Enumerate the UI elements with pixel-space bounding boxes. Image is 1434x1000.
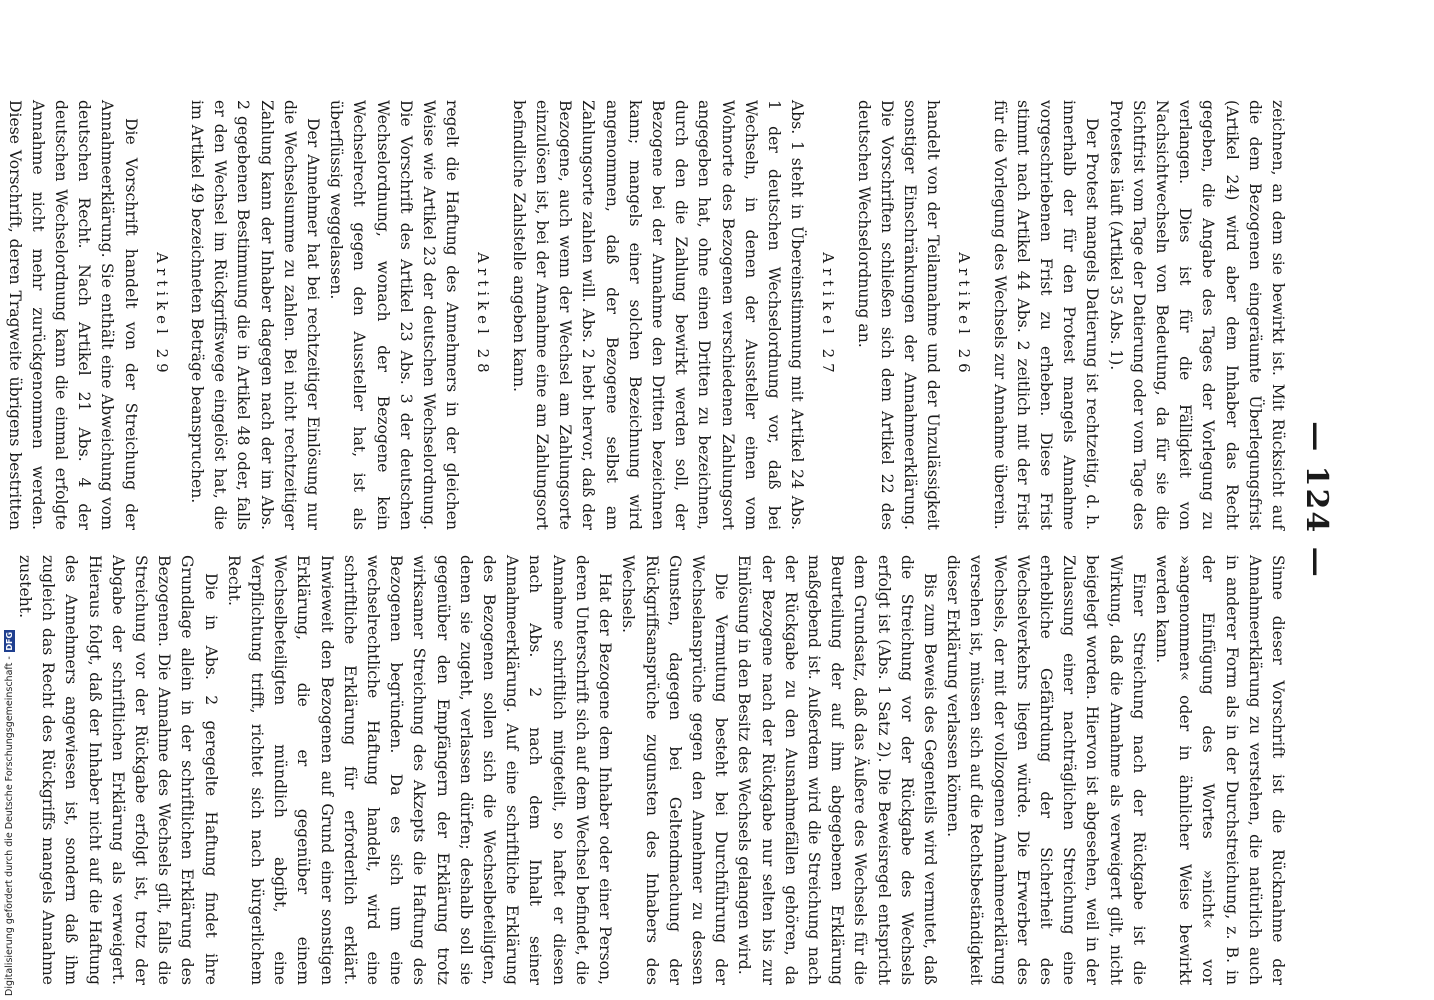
article-heading: Artikel 27	[819, 252, 838, 378]
article-heading: Artikel 26	[955, 252, 974, 378]
paragraph: Bis zum Beweis des Gegenteils wird vermutet, daß die Streichung vor der Rückgabe des Wechsels erfolgt ist (Abs. 1 Satz 2). Die Beweisregel entspricht dem Grundsatz, daß das Äußere des Wechsels für die Beurteilung der auf ihm abgegebenen Erklärung maßgebend ist. Außerdem wird die Streichung nach der Rückgabe zu den Ausnahmefällen gehören, da der Bezogene nach der Rückgabe nur selten bis zur Einlösung in den Besitz des Wechsels gelangen wird.	[735, 555, 939, 985]
paragraph: Hat der Bezogene dem Inhaber oder einer Person, deren Unterschrift sich auf dem Wechsel befindet, die Annahme schriftlich mitgeteilt, so haftet er diesen nach Abs. 2 nach dem Inhalt seiner Annahmeerklärung. Auf eine schriftliche Erklärung des Bezogenen sollen sich die Wechselbeteiligten, denen sie zugeht, verlassen dürfen; deshalb soll sie gegenüber den Empfängern der Erklärung trotz wirksamer Streichung des Akzepts die Haftung des Bezogenen begründen. Da es sich um eine wechselrechtliche Haftung handelt, wird eine schriftliche Erklärung für erforderlich erklärt. Inwieweit den Bezogenen auf Grund einer sonstigen Erklärung, die er gegenüber einem Wechselbeteiligten mündlich abgibt, eine Verpflichtung trifft, richtet sich nach bürgerlichem Recht.	[224, 555, 615, 985]
paragraph: Abs. 1 steht in Übereinstimmung mit Artikel 24 Abs. 1 der deutschen Wechselordnung vor, daß bei Wechseln, in denen der Aussteller einen vom Wohnorte des Bezogenen verschiedenen Zahlungsort angegeben hat, ohne einen Dritten zu bezeichnen, durch den die Zahlung bewirkt werden soll, der Bezogene bei der Annahme den Dritten bezeichnen kann; mangels einer solchen Bezeichnung wird angenommen, daß der Bezogene selbst am Zahlungsorte zahlen will. Abs. 2 hebt hervor, daß der Bezogene, auch wenn der Wechsel am Zahlungsorte einzulösen ist, bei der Annahme eine am Zahlungsort befindliche Zahlstelle angeben kann.	[509, 100, 807, 530]
footer-text: Digitalisierung gefördert durch die Deutsche Forschungsgemeinschaft -	[4, 656, 15, 996]
left-column	[0, 100, 1289, 530]
paragraph: Die Vermutung besteht bei Durchführung der Wechselansprüche gegen den Annehmer zu dessen Gunsten, dagegen bei Geltendmachung der Rückgriffsansprüche zugunsten des Inhabers des Wechsels.	[619, 555, 731, 985]
paragraph: Die Vorschrift handelt von der Streichung der Annahmeerklärung. Sie enthält eine Abweichung vom deutschen Recht. Nach Artikel 21 Abs. 4 der deutschen Wechselordnung kann die einmal erfolgte Annahme nicht mehr zurückgenommen werden. Diese Vorschrift, deren Tragweite übrigens bestritten	[5, 100, 140, 530]
paragraph: Sinne dieser Vorschrift ist die Rücknahme der Annahmeerklärung zu verstehen, die natürlich auch in anderer Form als in der Durchstreichung, z. B. in der Einfügung des Wortes »nicht« vor »angenommen« oder in ähnlicher Weise bewirkt werden kann.	[1152, 555, 1287, 985]
paragraph: zeichnen, an dem sie bewirkt ist. Mit Rücksicht auf die dem Bezogenen eingeräumte Überlegungsfrist (Artikel 24) wird aber dem Inhaber das Recht gegeben, die Angabe des Tages der Vorlegung zu verlangen. Dies ist für die Fälligkeit von Nachsichtwechseln von Bedeutung, da für sie die Sichtfrist vom Tage der Datierung oder vom Tage des Protestes läuft (Artikel 35 Abs. 1).	[1106, 100, 1287, 530]
paragraph: Die in Abs. 2 geregelte Haftung findet ihre Grundlage allein in der schriftlichen Erklärung des Bezogenen. Die Annahme des Wechsels gilt, falls die Streichung vor der Rückgabe erfolgt ist, trotz der Abgabe der schriftlichen Erklärung als verweigert. Hieraus folgt, daß der Inhaber nicht auf die Haftung des Annehmers angewiesen ist, sondern daß ihm zugleich das Recht des Rückgriffs mangels Annahme zusteht.	[16, 555, 220, 985]
article-heading: Artikel 29	[152, 252, 171, 378]
paragraph: Einer Streichung nach der Rückgabe ist die Wirkung, daß die Annahme als verweigert gilt, nicht beigelegt worden. Hiervon ist abgesehen, weil in der Zulassung einer nachträglichen Streichung eine erhebliche Gefährdung der Sicherheit des Wechselverkehrs liegen würde. Die Erwerber des Wechsels, der mit der vollzogenen Annahmeerklärung versehen ist, müssen sich auf die Rechtsbeständigkeit dieser Erklärung verlassen können.	[944, 555, 1148, 985]
article-heading: Artikel 28	[474, 252, 493, 378]
paragraph: handelt von der Teilannahme und der Unzulässigkeit sonstiger Einschränkungen der Annahmeerklärung. Die Vorschriften schließen sich dem Artikel 22 des deutschen Wechselordnung an.	[854, 100, 943, 530]
paragraph: Der Annehmer hat bei rechtzeitiger Einlösung nur die Wechselsumme zu zahlen. Bei nicht rechtzeitiger Zahlung kann der Inhaber dagegen nach der im Abs. 2 gegebenen Bestimmung die in Artikel 48 oder, falls er den Wechsel im Rückgriffswege eingelöst hat, die im Artikel 49 bezeichneten Beträge beanspruchen.	[188, 100, 323, 530]
right-column	[0, 555, 1289, 985]
page-number: — 124 —	[1299, 421, 1334, 579]
dfg-logo-icon: DFG	[5, 631, 14, 651]
digitization-footer	[4, 630, 15, 996]
paragraph: regelt die Haftung des Annehmers in der gleichen Weise wie Artikel 23 der deutschen Wechselordnung. Die Vorschrift des Artikel 23 Abs. 3 der deutschen Wechselordnung, wonach der Bezogene kein Wechselrecht gegen den Aussteller hat, ist als überflüssig weggelassen.	[327, 100, 462, 530]
paragraph: Der Protest mangels Datierung ist rechtzeitig, d. h. innerhalb der für den Protest mangels Annahme vorgeschriebenen Frist zu erheben. Diese Frist stimmt nach Artikel 44 Abs. 2 zeitlich mit der Frist für die Vorlegung des Wechsels zur Annahme überein.	[990, 100, 1102, 530]
